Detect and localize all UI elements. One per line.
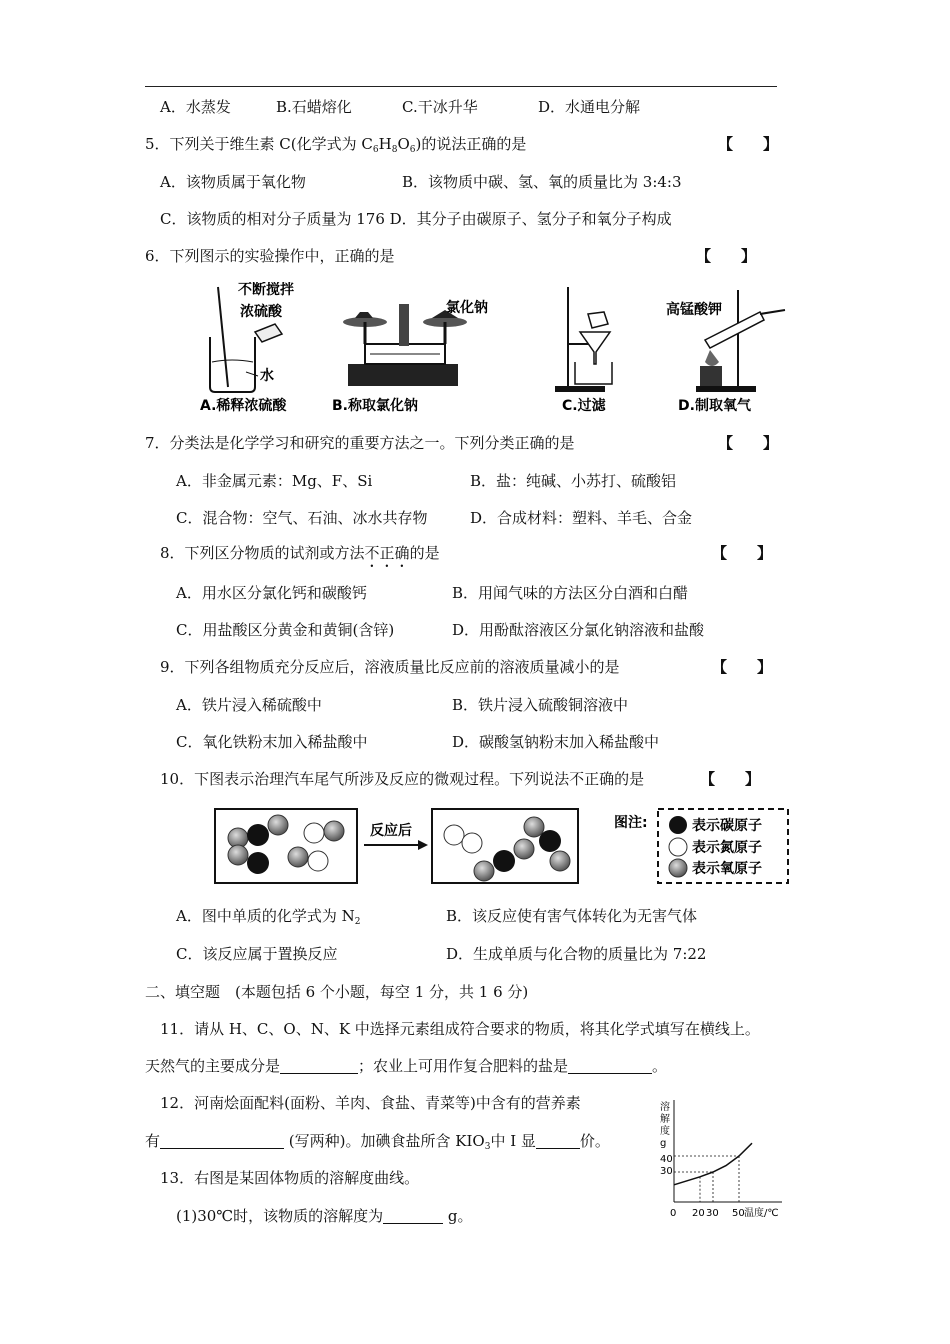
q5-option-a: A．该物质属于氧化物 xyxy=(160,173,306,191)
caption-d: D.制取氧气 xyxy=(678,398,751,414)
q9-option-d: D．碳酸氢钠粉末加入稀盐酸中 xyxy=(452,733,660,751)
q9-answer-bracket: 【 】 xyxy=(712,658,773,676)
q10-stem: 10．下图表示治理汽车尾气所涉及反应的微观过程。下列说法不正确的是 xyxy=(160,770,645,788)
ylabel-2: 解 xyxy=(660,1114,670,1125)
q10-option-d: D．生成单质与化合物的质量比为 7:22 xyxy=(446,945,707,963)
xtick-30: 30 xyxy=(706,1208,719,1219)
nitrogen-legend-icon xyxy=(669,838,687,856)
q13-blank-1[interactable] xyxy=(383,1207,443,1224)
q8-emphasis: 不正确 xyxy=(364,544,410,562)
reaction-micro-figure xyxy=(214,805,794,887)
q4-option-d: D．水通电分解 xyxy=(538,98,641,116)
q8-option-b: B．用闻气味的方法区分白酒和白醋 xyxy=(452,584,689,602)
q7-stem: 7．分类法是化学学习和研究的重要方法之一。下列分类正确的是 xyxy=(145,434,575,452)
label-stir: 不断搅拌 xyxy=(238,282,294,298)
q4-option-a: A．水蒸发 xyxy=(160,98,231,116)
q12-blank-2[interactable] xyxy=(536,1132,580,1149)
q10-option-c: C．该反应属于置换反应 xyxy=(176,945,338,963)
legend-carbon: 表示碳原子 xyxy=(692,818,762,834)
ylabel-4: g xyxy=(660,1138,667,1149)
q6-answer-bracket: 【 】 xyxy=(696,247,757,265)
caption-c: C.过滤 xyxy=(562,398,606,414)
q8-option-c: C．用盐酸区分黄金和黄铜(含锌) xyxy=(176,621,395,639)
legend-title: 图注: xyxy=(614,815,648,831)
arrow-label: 反应后 xyxy=(370,823,412,839)
lab-operations-svg xyxy=(200,282,790,417)
q11-blank-1[interactable] xyxy=(280,1057,358,1074)
q11-line1: 11．请从 H、C、O、N、K 中选择元素组成符合要求的物质，将其化学式填写在横线上。 xyxy=(160,1020,760,1038)
q7-option-c: C．混合物：空气、石油、冰水共存物 xyxy=(176,509,428,527)
q13-line1: 13．右图是某固体物质的溶解度曲线。 xyxy=(160,1169,420,1187)
xtick-0: 0 xyxy=(670,1208,677,1219)
q12-line2: 有 (写两种)。加碘食盐所含 $KIO_3$中 I 显 价。 xyxy=(145,1132,610,1152)
reaction-svg xyxy=(214,805,794,887)
balance-illustration xyxy=(343,304,467,386)
q9-option-a: A．铁片浸入稀硫酸中 xyxy=(176,696,322,714)
label-conc-acid: 浓硫酸 xyxy=(240,304,282,320)
filtration-illustration xyxy=(555,287,612,392)
q11-line2: 天然气的主要成分是 ；农业上可用作复合肥料的盐是 。 xyxy=(145,1057,668,1075)
carbon-legend-icon xyxy=(669,816,687,834)
q9-option-b: B．铁片浸入硫酸铜溶液中 xyxy=(452,696,629,714)
q8-option-d: D．用酚酞溶液区分氯化钠溶液和盐酸 xyxy=(452,621,705,639)
q4-option-b: B.石蜡熔化 xyxy=(276,98,352,116)
q7-option-b: B．盐：纯碱、小苏打、硫酸铝 xyxy=(470,472,677,490)
q5-option-cd: C．该物质的相对分子质量为 176 D．其分子由碳原子、氢分子和氧分子构成 xyxy=(160,210,672,228)
q8-stem: 8．下列区分物质的试剂或方法不正确的是 xyxy=(160,544,440,562)
solubility-chart xyxy=(656,1096,790,1224)
q10-answer-bracket: 【 】 xyxy=(700,770,761,788)
caption-b: B.称取氯化钠 xyxy=(332,398,418,414)
q10-option-b: B．该反应使有害气体转化为无害气体 xyxy=(446,907,698,925)
q4-option-c: C.干冰升华 xyxy=(402,98,478,116)
q12-blank-1[interactable] xyxy=(160,1132,284,1149)
q13-line2: (1)30℃时，该物质的溶解度为 g。 xyxy=(176,1207,473,1225)
ylabel-3: 度 xyxy=(660,1126,670,1137)
ytick-40: 40 xyxy=(660,1154,673,1165)
q6-stem: 6．下列图示的实验操作中，正确的是 xyxy=(145,247,395,265)
ytick-30: 30 xyxy=(660,1166,673,1177)
q5-option-b: B．该物质中碳、氢、氧的质量比为 3:4:3 xyxy=(402,173,682,191)
xtick-50: 50 xyxy=(732,1208,745,1219)
q7-option-a: A．非金属元素：Mg、F、Si xyxy=(176,472,373,490)
q8-option-a: A．用水区分氯化钙和碳酸钙 xyxy=(176,584,367,602)
section-fill-blank-heading: 二、填空题 (本题包括 6 个小题，每空 1 分，共 1 6 分) xyxy=(145,983,529,1001)
xtick-20: 20 xyxy=(692,1208,705,1219)
q9-stem: 9．下列各组物质充分反应后，溶液质量比反应前的溶液质量减小的是 xyxy=(160,658,620,676)
xlabel: 温度/℃ xyxy=(744,1208,779,1219)
q7-answer-bracket: 【 】 xyxy=(718,434,779,452)
caption-a: A.稀释浓硫酸 xyxy=(200,398,287,414)
solubility-curve xyxy=(674,1143,752,1185)
q5-stem: 5．下列关于维生素 C(化学式为 $C_6H_8O_6$)的说法正确的是 xyxy=(145,135,527,155)
label-kmno4: 高锰酸钾 xyxy=(666,302,722,318)
solubility-chart-svg xyxy=(656,1096,790,1224)
q11-blank-2[interactable] xyxy=(568,1057,652,1074)
q7-option-d: D．合成材料：塑料、羊毛、合金 xyxy=(470,509,693,527)
oxygen-legend-icon xyxy=(669,859,687,877)
legend-nitrogen: 表示氮原子 xyxy=(692,840,762,856)
legend-oxygen: 表示氧原子 xyxy=(692,861,762,877)
q9-option-c: C．氧化铁粉末加入稀盐酸中 xyxy=(176,733,368,751)
lab-operations-figure xyxy=(200,282,790,417)
label-water: 水 xyxy=(260,368,274,384)
top-rule xyxy=(145,86,777,87)
ylabel-1: 溶 xyxy=(660,1102,670,1113)
q12-line1: 12．河南烩面配料(面粉、羊肉、食盐、青菜等)中含有的营养素 xyxy=(160,1094,581,1112)
q5-answer-bracket: 【 】 xyxy=(718,135,779,153)
q10-option-a: A．图中单质的化学式为 $N_2$ xyxy=(176,907,361,927)
label-nacl: 氯化钠 xyxy=(446,300,488,316)
q8-answer-bracket: 【 】 xyxy=(712,544,773,562)
